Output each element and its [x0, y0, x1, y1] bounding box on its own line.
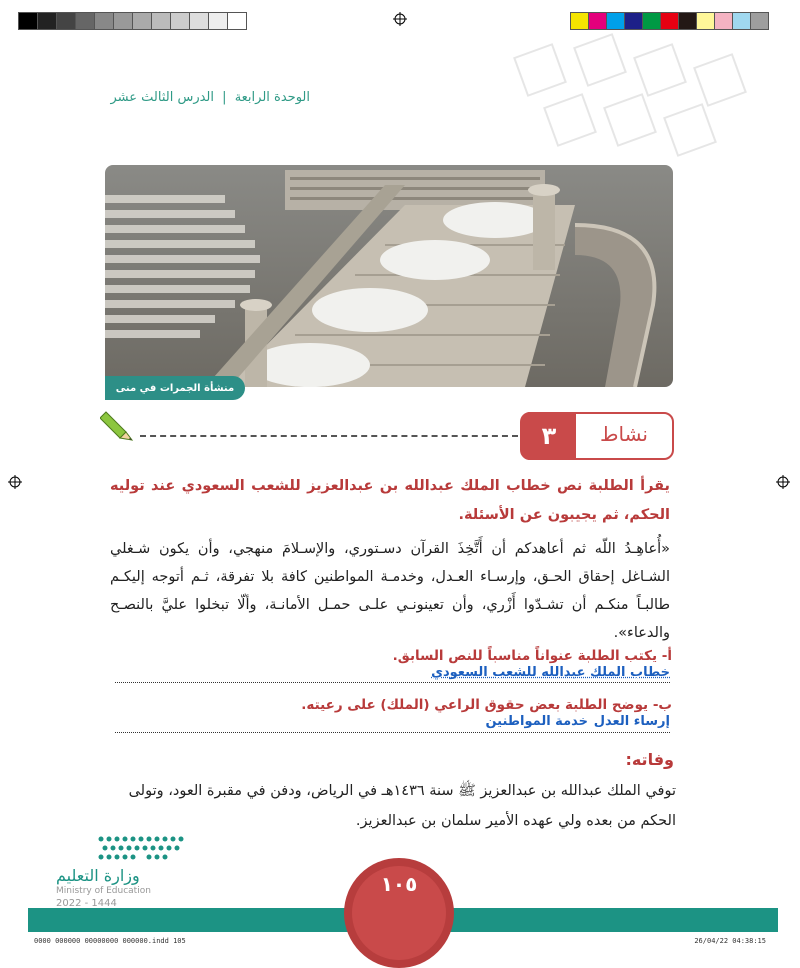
- registration-mark-icon: [393, 12, 407, 26]
- question-b-title: ب- يوضح الطلبة بعض حقوق الراعي (الملك) على رعيته.: [301, 697, 672, 713]
- activity-divider: [140, 435, 518, 437]
- activity-label: نشاط: [600, 422, 648, 446]
- lesson-label: الدرس الثالث عشر: [110, 90, 215, 105]
- ministry-name-ar: وزارة التعليم: [56, 866, 140, 885]
- death-section-text: توفي الملك عبدالله بن عبدالعزيز ﷺ سنة ١٤٣٦هـ في الرياض، ودفن في مقبرة العود، وتولى الحكم من بعده ولي عهده الأمير سلمان بن عبدالعزيز.: [128, 783, 676, 829]
- print-file-name: 0000 000000 00000000 000000.indd 105: [34, 937, 186, 945]
- lesson-breadcrumb: [110, 90, 310, 105]
- page-number: ١٠٥: [380, 872, 418, 896]
- activity-number: ٣: [522, 412, 576, 460]
- photo-caption: منشأة الجمرات في منى: [105, 376, 245, 400]
- breadcrumb-separator: |: [222, 90, 227, 105]
- registration-mark-icon: [776, 475, 790, 489]
- ministry-year: 2022 - 1444: [56, 898, 117, 909]
- decorative-pattern: [480, 30, 780, 164]
- registration-mark-icon: [8, 475, 22, 489]
- activity-instruction: يقرأ الطلبة نص خطاب الملك عبدالله بن عبدالعزيز للشعب السعودي عند توليه الحكم، ثم يجيبون عن الأسئلة.: [110, 478, 670, 523]
- speech-quote: «أُعاهِـدُ اللّه ثم أعاهدكم أن أَتَّخِذَ القرآن دسـتوري، والإسـلامَ منهجي، وأن يكون شـغلي الشـاغل إحقاق الحـق، وإرسـاء العـدل، وخدمـة المواطنين كافة بلا تفرقة، ثـم أتوجه إليكـم طالبـاً منكـم أن تشـدّوا أَزْري، وأن تعينونـي علـى حمـل الأمانـة، وألّا تبخلوا عليَّ بالنصـح والدعاء».: [110, 541, 670, 641]
- answer-b-text-2: خدمة المواطنين: [485, 714, 588, 729]
- ministry-name-en: Ministry of Education: [56, 886, 151, 896]
- ministry-logo-icon: [96, 834, 186, 868]
- answer-a-text: خطاب الملك عبدالله للشعب السعودي: [431, 665, 670, 680]
- unit-label: الوحدة الرابعة: [234, 90, 310, 105]
- death-section-title: وفاته:: [625, 750, 674, 769]
- question-a-title: أ- يكتب الطلبة عنواناً مناسباً للنص السابق.: [392, 648, 672, 664]
- print-timestamp: 26/04/22 04:38:15: [694, 937, 766, 945]
- grayscale-calibration-bar: [18, 12, 246, 30]
- pencil-icon: [100, 408, 136, 448]
- color-calibration-bar: [570, 12, 768, 30]
- answer-b-text-1: إرساء العدل: [593, 714, 670, 729]
- jamarat-photo: [105, 165, 673, 387]
